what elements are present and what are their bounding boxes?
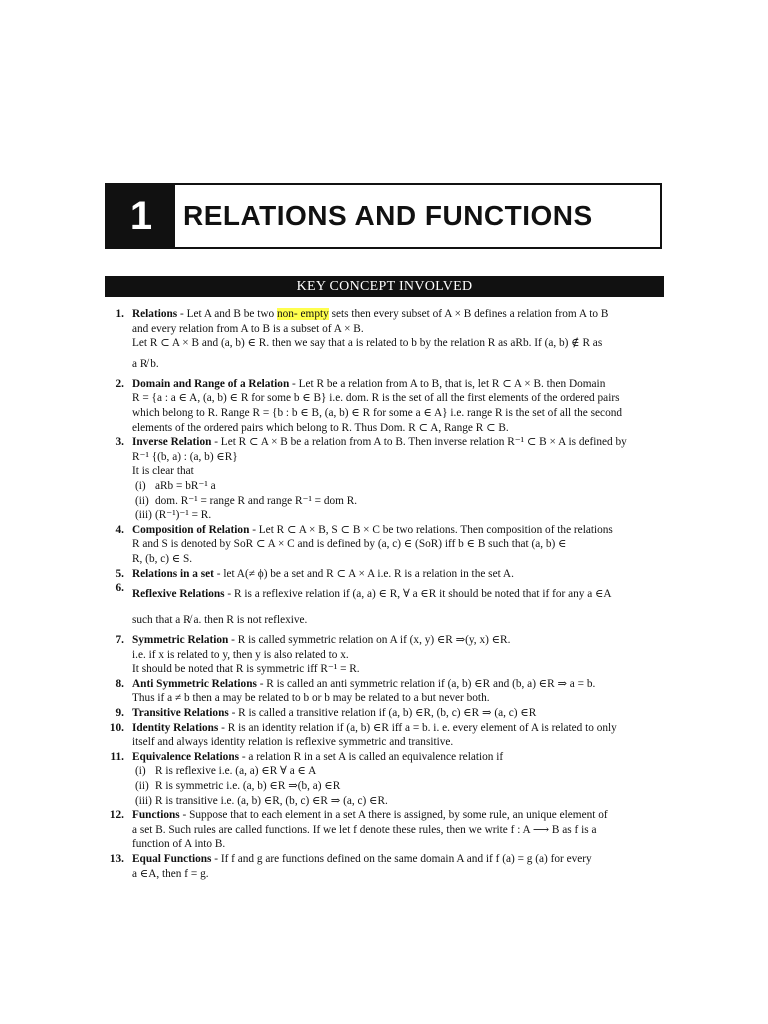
sub-item-numeral: (i) xyxy=(135,765,146,778)
item-term: Relations in a set xyxy=(132,567,214,580)
item-line xyxy=(132,351,666,377)
item-text: Thus if a ≠ b then a may be related to b or b may be related to a but never both. xyxy=(132,692,490,705)
sub-item-numeral: (ii) xyxy=(135,780,149,793)
item-line xyxy=(132,750,666,765)
item-number: 6. xyxy=(115,582,124,595)
item-text: itself and always identity relation is reflexive symmetric and transitive. xyxy=(132,736,454,749)
item-line xyxy=(132,662,666,677)
item-line xyxy=(132,581,666,607)
list-item xyxy=(104,808,666,852)
item-text: It is clear that xyxy=(132,465,194,478)
item-term: Symmetric Relation xyxy=(132,634,229,647)
item-body xyxy=(132,581,666,633)
list-item xyxy=(104,721,666,750)
item-number: 11. xyxy=(110,750,124,763)
item-text: which belong to R. Range R = {b : b ∈ B, (a, b) ∈ R for some a ∈ A} i.e. range R is the set of all the second xyxy=(132,406,623,419)
item-text: - R is called symmetric relation on A if (x, y) ∈R ⇒(y, x) ∈R. xyxy=(228,634,511,647)
sub-item-text: R is transitive i.e. (a, b) ∈R, (b, c) ∈R ⇒ (a, c) ∈R. xyxy=(155,794,388,807)
sub-item-text: R is reflexive i.e. (a, a) ∈R ∀ a ∈ A xyxy=(155,765,317,778)
item-number: 8. xyxy=(115,677,124,690)
item-text: a ∈A, then f = g. xyxy=(132,867,209,880)
item-body xyxy=(132,706,666,721)
item-text: It should be noted that R is symmetric iff R⁻¹ = R. xyxy=(132,663,360,676)
item-line xyxy=(132,307,666,322)
item-line xyxy=(132,735,666,750)
sub-item xyxy=(132,479,666,494)
item-body xyxy=(132,677,666,706)
sub-item-numeral: (ii) xyxy=(135,494,149,507)
item-text: function of A into B. xyxy=(132,838,226,851)
item-body xyxy=(132,523,666,567)
sub-item-numeral: (iii) xyxy=(135,794,152,807)
item-line xyxy=(132,823,666,838)
item-text: - Let R be a relation from A to B, that is, let R ⊂ A × B. then Domain xyxy=(289,377,606,390)
sub-item xyxy=(132,764,666,779)
item-line xyxy=(132,677,666,692)
sub-item-text: aRb = bR⁻¹ a xyxy=(155,479,216,492)
item-text: - R is an identity relation if (a, b) ∈R iff a = b. i. e. every element of A is related to only xyxy=(218,721,617,734)
item-line xyxy=(132,435,666,450)
item-term: Identity Relations xyxy=(132,721,219,734)
item-term: Anti Symmetric Relations xyxy=(132,677,257,690)
item-text: R, (b, c) ∈ S. xyxy=(132,552,193,565)
item-term: Domain and Range of a Relation xyxy=(132,377,290,390)
item-line xyxy=(132,391,666,406)
item-number: 2. xyxy=(115,377,124,390)
chapter-number: 1 xyxy=(107,185,175,247)
list-item xyxy=(104,750,666,808)
item-text: - Suppose that to each element in a set A there is assigned, by some rule, an unique element of xyxy=(179,809,608,822)
item-number: 9. xyxy=(115,707,124,720)
item-body xyxy=(132,721,666,750)
item-text: - Let A and B be two xyxy=(177,308,277,320)
item-text: - If f and g are functions defined on the same domain A and if f (a) = g (a) for every xyxy=(211,853,592,865)
concept-list xyxy=(104,307,666,881)
list-item xyxy=(104,523,666,567)
item-line xyxy=(132,464,666,479)
item-line xyxy=(132,537,666,552)
highlighted-text: non- empty xyxy=(276,308,329,320)
item-text: - R is called an anti symmetric relation if (a, b) ∈R and (b, a) ∈R ⇒ a = b. xyxy=(256,677,596,690)
item-line xyxy=(132,523,666,538)
item-number: 7. xyxy=(115,634,124,647)
list-item xyxy=(104,435,666,523)
item-body xyxy=(132,750,666,808)
item-number: 10. xyxy=(109,721,124,734)
sub-item xyxy=(132,494,666,509)
item-line xyxy=(132,567,666,582)
item-line xyxy=(132,852,666,867)
item-line xyxy=(132,322,666,337)
item-text: R⁻¹ {(b, a) : (a, b) ∈R} xyxy=(132,450,238,463)
list-item xyxy=(104,706,666,721)
list-item xyxy=(104,307,666,377)
item-text: such that a R̸ a. then R is not reflexive. xyxy=(132,614,308,627)
item-line xyxy=(132,633,666,648)
list-item xyxy=(104,677,666,706)
list-item xyxy=(104,852,666,881)
item-text: a R̸ b. xyxy=(132,357,159,370)
sub-item-numeral: (i) xyxy=(135,479,146,492)
sub-item xyxy=(132,779,666,794)
item-text: - Let R ⊂ A × B be a relation from A to B. Then inverse relation R⁻¹ ⊂ B × A is defined by xyxy=(211,436,627,449)
item-text: a set B. Such rules are called functions. If we let f denote these rules, then we write f : A ⟶ B as f is a xyxy=(132,823,597,836)
list-item xyxy=(104,633,666,677)
item-number: 3. xyxy=(115,436,124,449)
item-term: Functions xyxy=(132,809,180,822)
item-text: - Let R ⊂ A × B, S ⊂ B × C be two relations. Then composition of the relations xyxy=(249,523,613,536)
item-number: 5. xyxy=(115,567,124,580)
sub-item-text: (R⁻¹)⁻¹ = R. xyxy=(155,509,212,522)
item-line xyxy=(132,837,666,852)
item-term: Equal Functions xyxy=(132,853,212,865)
list-item xyxy=(104,581,666,633)
item-text: Let R ⊂ A × B and (a, b) ∈ R. then we say that a is related to b by the relation R as aRb. If (a, b) ∉ R as xyxy=(132,337,603,350)
chapter-header xyxy=(105,183,662,249)
list-item xyxy=(104,567,666,582)
item-text: R = {a : a ∈ A, (a, b) ∈ R for some b ∈ B} i.e. dom. R is the set of all the first elements of the ordered pairs xyxy=(132,392,620,405)
sub-item xyxy=(132,794,666,809)
key-concept-heading: KEY CONCEPT INVOLVED xyxy=(105,276,664,297)
item-term: Reflexive Relations xyxy=(132,588,225,601)
item-body xyxy=(132,377,666,435)
item-number: 4. xyxy=(115,523,124,536)
item-term: Transitive Relations xyxy=(132,707,229,720)
item-text: - R is called a transitive relation if (a, b) ∈R, (b, c) ∈R ⇒ (a, c) ∈R xyxy=(228,707,537,720)
item-number: 1. xyxy=(115,308,124,320)
item-body xyxy=(132,435,666,523)
item-line xyxy=(132,706,666,721)
item-text: - a relation R in a set A is called an equivalence relation if xyxy=(239,750,504,763)
item-text: - R is a reflexive relation if (a, a) ∈ R, ∀ a ∈R it should be noted that if for any a ∈A xyxy=(224,588,612,601)
item-line xyxy=(132,691,666,706)
item-term: Inverse Relation xyxy=(132,436,212,449)
sub-item xyxy=(132,508,666,523)
item-text: elements of the ordered pairs which belong to R. Thus Dom. R ⊂ A, Range R ⊂ B. xyxy=(132,421,509,434)
item-body xyxy=(132,852,666,881)
list-item xyxy=(104,377,666,435)
item-line xyxy=(132,808,666,823)
item-text: i.e. if x is related to y, then y is also related to x. xyxy=(132,648,349,661)
item-term: Equivalence Relations xyxy=(132,750,240,763)
item-line xyxy=(132,406,666,421)
item-line xyxy=(132,377,666,392)
item-line xyxy=(132,421,666,436)
sub-item-text: dom. R⁻¹ = range R and range R⁻¹ = dom R. xyxy=(155,494,358,507)
item-line xyxy=(132,867,666,882)
item-text: - let A(≠ ϕ) be a set and R ⊂ A × A i.e. R is a relation in the set A. xyxy=(213,567,514,580)
item-text: sets then every subset of A × B defines a relation from A to B xyxy=(328,308,609,320)
item-body xyxy=(132,633,666,677)
item-term: Relations xyxy=(132,308,178,320)
item-body xyxy=(132,567,666,582)
item-line xyxy=(132,552,666,567)
sub-item-text: R is symmetric i.e. (a, b) ∈R ⇒(b, a) ∈R xyxy=(155,780,341,793)
item-line xyxy=(132,450,666,465)
item-line xyxy=(132,648,666,663)
sub-item-numeral: (iii) xyxy=(135,509,152,522)
item-number: 12. xyxy=(109,809,124,822)
item-body xyxy=(132,808,666,852)
item-text: R and S is denoted by SoR ⊂ A × C and is defined by (a, c) ∈ (SoR) iff b ∈ B such that (a, b) ∈ xyxy=(132,538,567,551)
chapter-title: RELATIONS AND FUNCTIONS xyxy=(183,200,593,231)
item-body xyxy=(132,307,666,377)
item-line xyxy=(132,336,666,351)
item-term: Composition of Relation xyxy=(132,523,250,536)
item-line xyxy=(132,721,666,736)
item-number: 13. xyxy=(109,853,124,865)
item-line xyxy=(132,607,666,633)
item-text: and every relation from A to B is a subset of A × B. xyxy=(132,322,364,335)
